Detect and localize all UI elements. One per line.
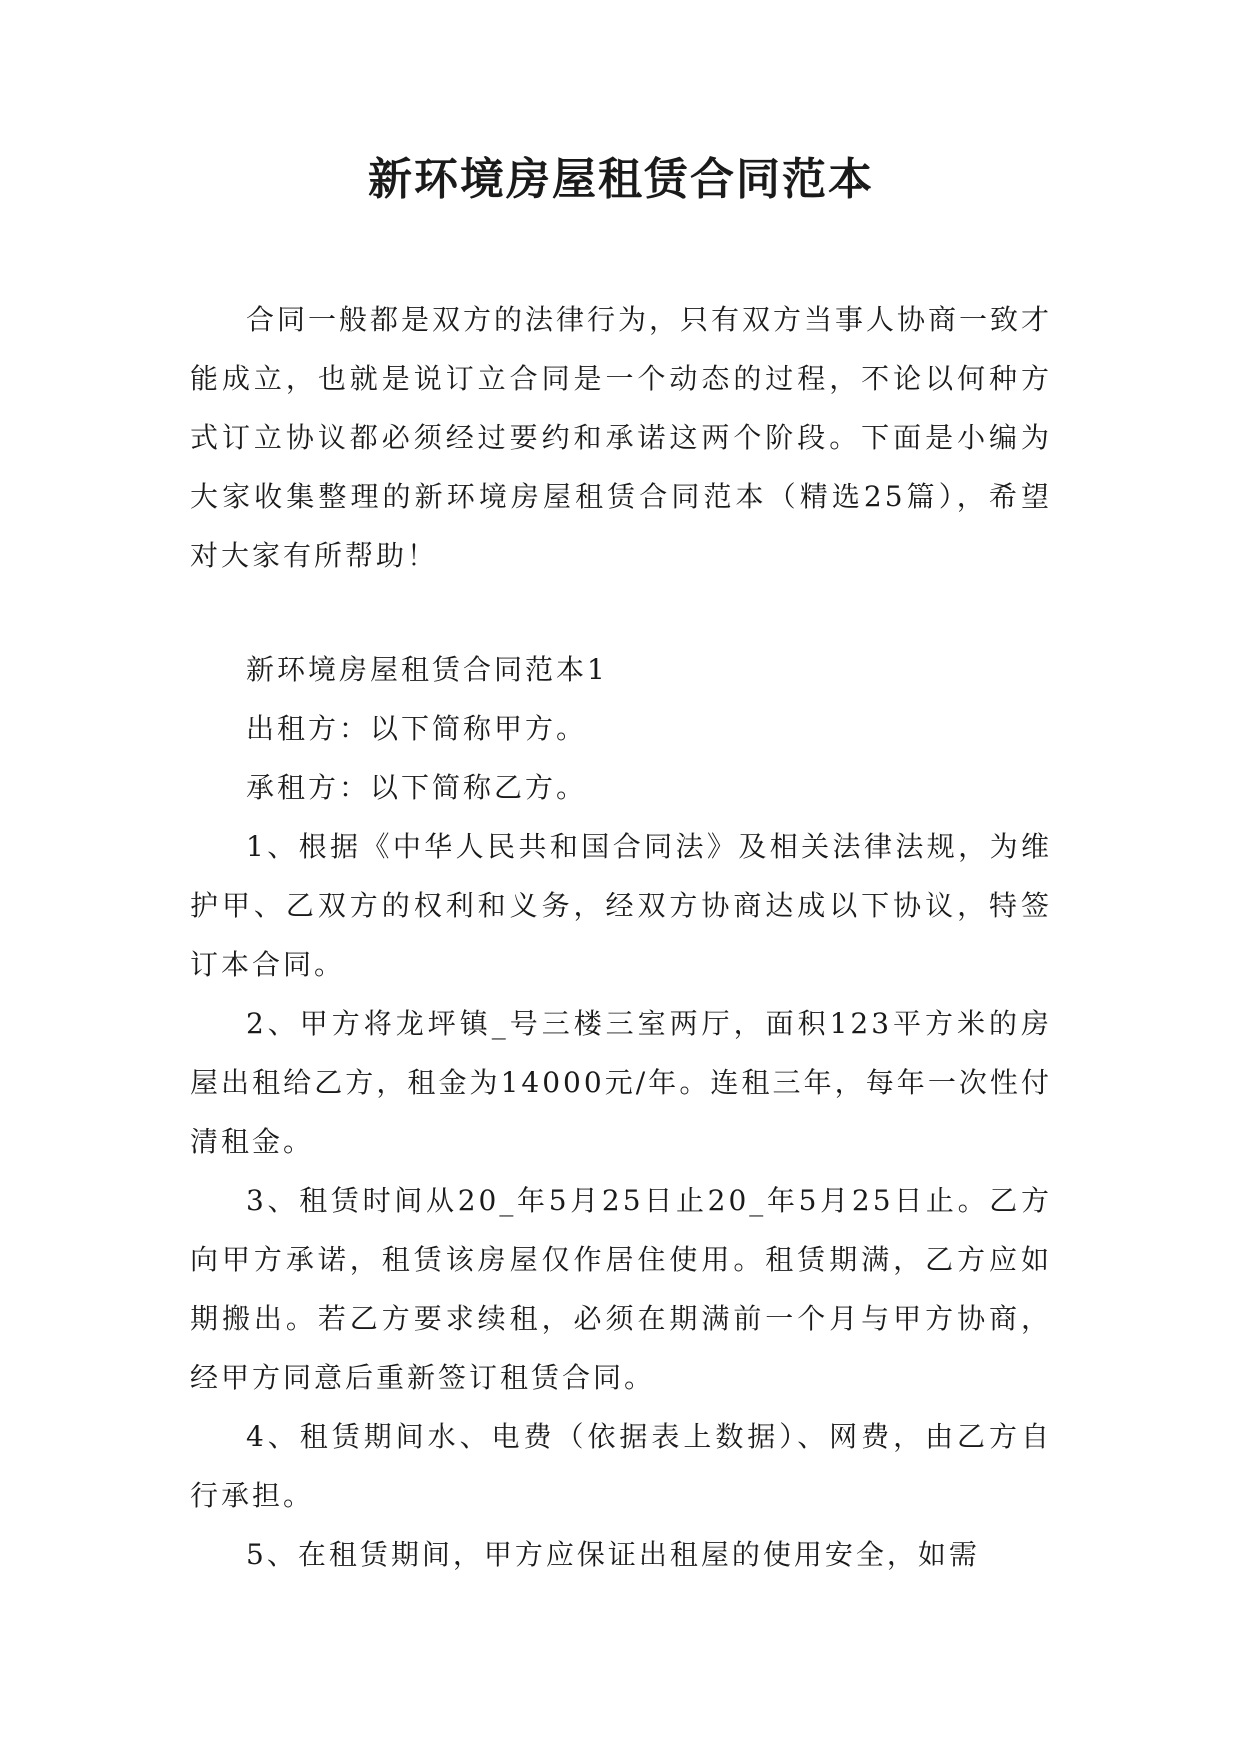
section-heading: 新环境房屋租赁合同范本1 xyxy=(246,653,608,686)
lessee-line: 承租方：以下简称乙方。 xyxy=(246,771,588,804)
lessor-line: 出租方：以下简称甲方。 xyxy=(246,712,588,745)
clause-2: 2、甲方将龙坪镇_号三楼三室两厅，面积123平方米的房屋出租给乙方，租金为14000元/年。连租三年，每年一次性付清租金。 xyxy=(190,1007,1052,1158)
clause-1: 1、根据《中华人民共和国合同法》及相关法律法规，为维护甲、乙双方的权利和义务，经双方协商达成以下协议，特签订本合同。 xyxy=(190,830,1052,981)
intro-section xyxy=(190,290,1052,585)
intro-paragraph: 合同一般都是双方的法律行为，只有双方当事人协商一致才能成立，也就是说订立合同是一个动态的过程，不论以何种方式订立协议都必须经过要约和承诺这两个阶段。下面是小编为大家收集整理的新环境房屋租赁合同范本（精选25篇），希望对大家有所帮助！ xyxy=(190,303,1053,572)
contract-section xyxy=(190,640,1052,1584)
clause-5: 5、在租赁期间，甲方应保证出租屋的使用安全，如需 xyxy=(246,1538,980,1571)
document-title: 新环境房屋租赁合同范本 xyxy=(368,154,874,205)
clause-3: 3、租赁时间从20_年5月25日止20_年5月25日止。乙方向甲方承诺，租赁该房屋仅作居住使用。租赁期满，乙方应如期搬出。若乙方要求续租，必须在期满前一个月与甲方协商，经甲方同意后重新签订租赁合同。 xyxy=(190,1184,1052,1394)
clause-4: 4、租赁期间水、电费（依据表上数据）、网费，由乙方自行承担。 xyxy=(190,1420,1052,1512)
